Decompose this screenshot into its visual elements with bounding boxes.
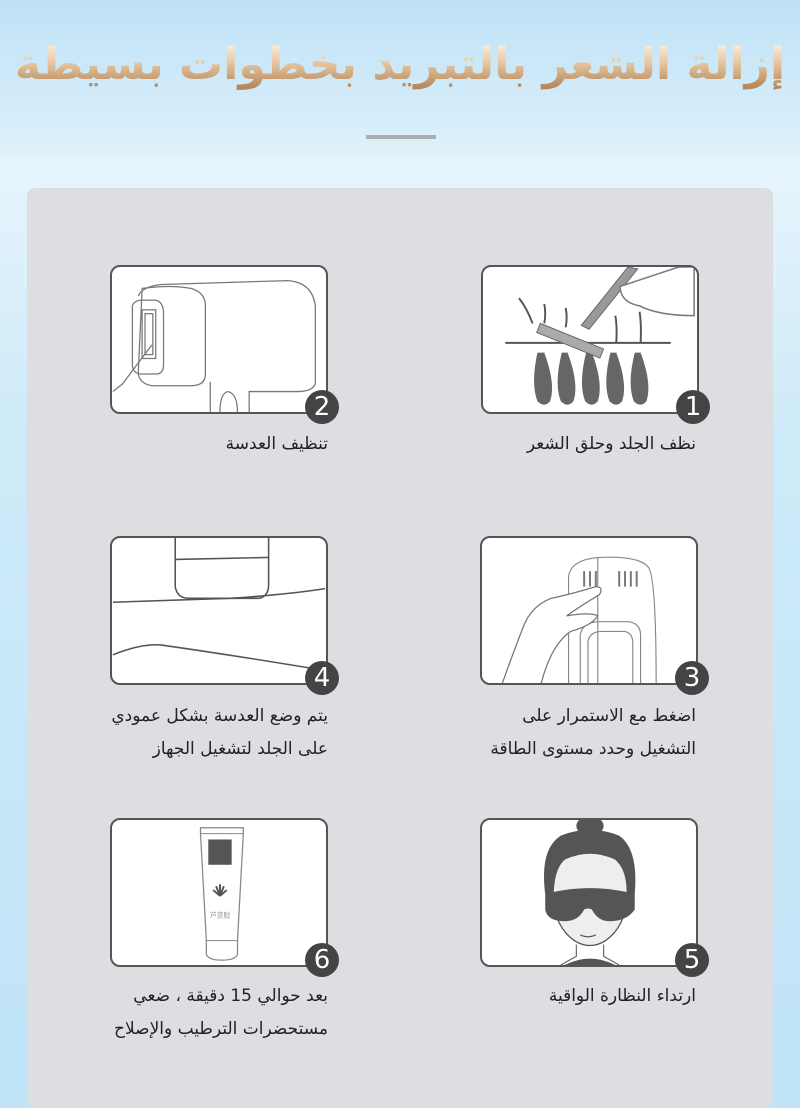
caption-line: تنظيف العدسة: [225, 434, 328, 454]
step-6-card: [110, 818, 331, 975]
step-3-caption: [406, 700, 696, 766]
page-title: إزالة الشعر بالتبريد بخطوات بسيطة: [0, 30, 800, 100]
step-1-caption: [406, 428, 696, 461]
device-lens-cleaning-illustration: [112, 267, 326, 412]
step-number-badge: 2: [305, 390, 339, 424]
caption-line: اضغط مع الاستمرار على: [522, 706, 696, 726]
step-3-card: [480, 536, 701, 693]
step-number-badge: 3: [675, 661, 709, 695]
caption-line: نظف الجلد وحلق الشعر: [526, 434, 696, 454]
caption-line: مستحضرات الترطيب والإصلاح: [114, 1019, 328, 1039]
step-number-badge: 5: [675, 943, 709, 977]
step-6-caption: [38, 980, 328, 1046]
step-4-card: [110, 536, 331, 693]
step-5-card: [480, 818, 701, 975]
step-number-badge: 4: [305, 661, 339, 695]
step-number-badge: 6: [305, 943, 339, 977]
step-4-caption: [38, 700, 328, 766]
caption-line: على الجلد لتشغيل الجهاز: [152, 739, 328, 759]
title-divider: [366, 135, 436, 139]
step-2-card: [110, 265, 331, 422]
caption-line: يتم وضع العدسة بشكل عمودي: [111, 706, 328, 726]
finger-pressing-button-illustration: [482, 538, 696, 683]
step-1-card: [481, 265, 702, 422]
tube-label: 芦荟胶: [209, 911, 231, 920]
lens-on-skin-illustration: [112, 538, 326, 683]
girl-wearing-goggles-illustration: [482, 820, 696, 965]
step-5-caption: [406, 980, 696, 1013]
caption-line: التشغيل وحدد مستوى الطاقة: [490, 739, 696, 759]
step-number-badge: 1: [676, 390, 710, 424]
caption-line: بعد حوالي 15 دقيقة ، ضعي: [133, 986, 328, 1006]
razor-shaving-illustration: [483, 267, 697, 412]
aloe-gel-tube-illustration: [112, 820, 326, 965]
caption-line: ارتداء النظارة الواقية: [548, 986, 696, 1006]
step-2-caption: [38, 428, 328, 461]
